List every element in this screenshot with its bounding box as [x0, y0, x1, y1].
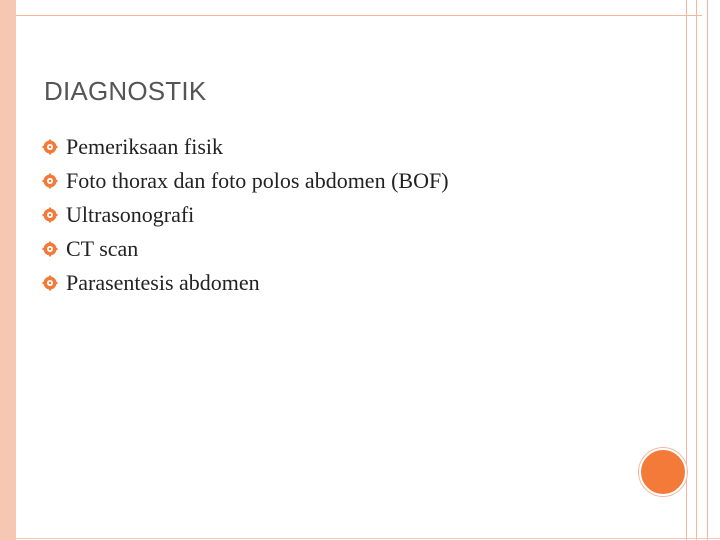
gear-icon [42, 207, 58, 223]
list-item-label: Pemeriksaan fisik [66, 134, 224, 159]
gear-icon [42, 241, 58, 257]
list-item-label: Parasentesis abdomen [66, 270, 260, 295]
right-frame-inner-line [696, 0, 697, 540]
slide-title: DIAGNOSTIK [44, 76, 207, 106]
gear-icon [42, 139, 58, 155]
gear-icon [42, 173, 58, 189]
left-frame-band [0, 0, 16, 540]
list-item [42, 232, 449, 266]
list-item [42, 266, 449, 300]
list-item [42, 164, 449, 198]
gear-icon [42, 275, 58, 291]
list-item-label: Ultrasonografi [66, 202, 195, 227]
diagnostic-list [42, 130, 449, 300]
list-item [42, 130, 449, 164]
list-item [42, 198, 449, 232]
right-frame-lines [686, 0, 708, 540]
top-frame-line [16, 15, 702, 16]
list-item-label: CT scan [66, 236, 139, 261]
list-item-label: Foto thorax dan foto polos abdomen (BOF) [66, 168, 449, 193]
decorative-accent-circle [639, 448, 687, 496]
bottom-frame-line [0, 538, 720, 539]
